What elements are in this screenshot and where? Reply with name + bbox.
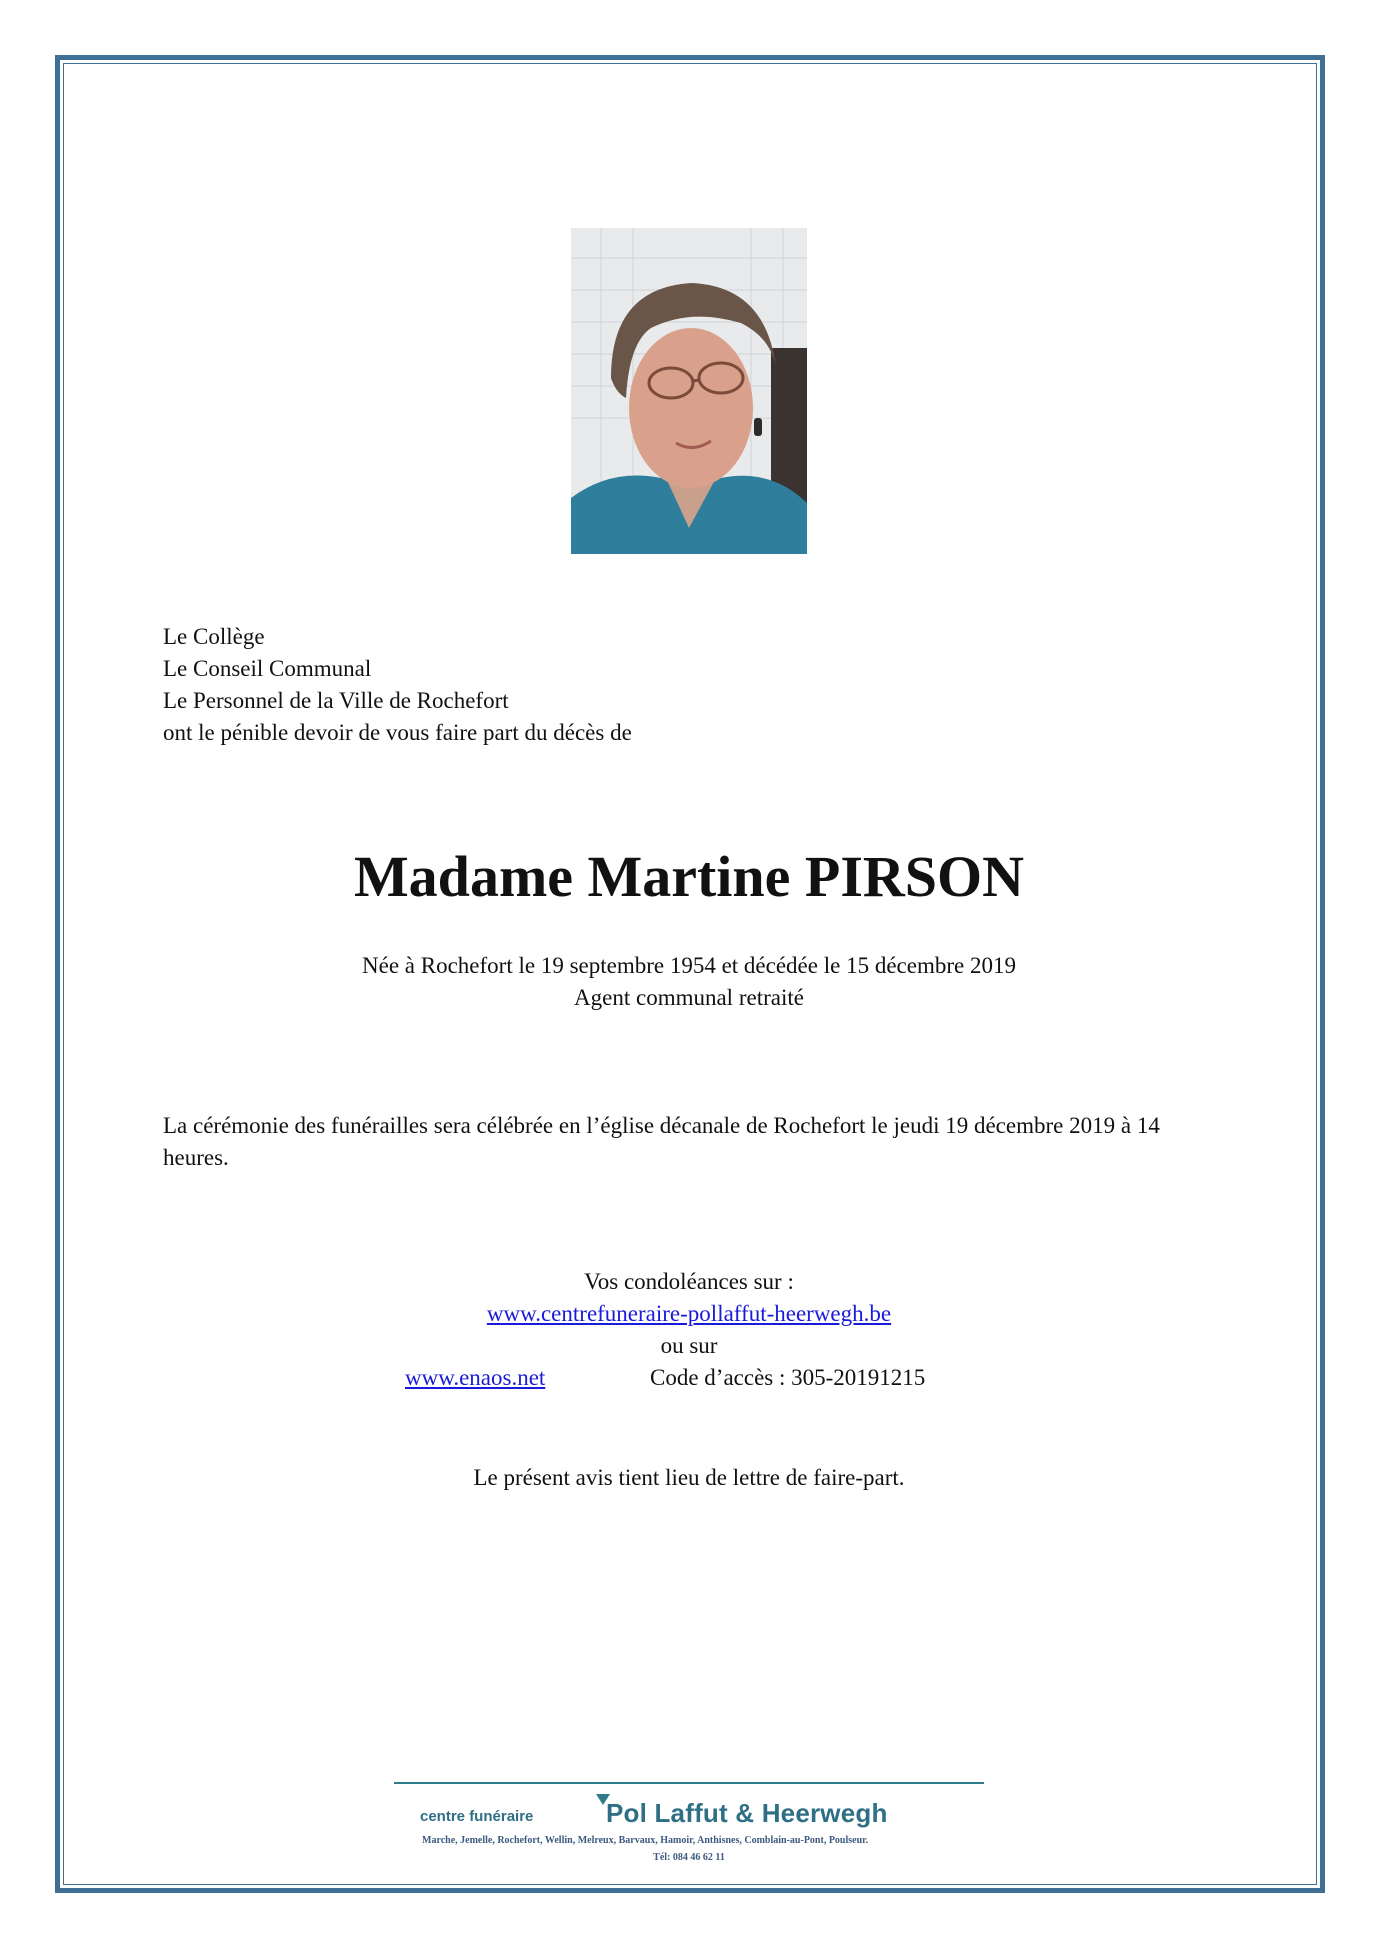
announcer-council: Le Conseil Communal: [163, 656, 372, 681]
announcer-college: Le Collège: [163, 624, 265, 649]
portrait-photo: [571, 228, 807, 554]
logo-phone: Tél: 084 46 62 11: [653, 1852, 725, 1863]
logo-brand: Pol Laffut & Heerwegh: [606, 1798, 888, 1828]
life-dates: Née à Rochefort le 19 septembre 1954 et décédée le 15 décembre 2019: [362, 953, 1016, 978]
condolences-heading: Vos condoléances sur :: [584, 1269, 794, 1294]
or-text: ou sur: [660, 1333, 718, 1358]
occupation: Agent communal retraité: [574, 985, 804, 1010]
announcer-staff: Le Personnel de la Ville de Rochefort: [163, 688, 509, 713]
funeral-home-logo: [394, 1782, 984, 1872]
deceased-name: Madame Martine PIRSON: [353, 844, 1025, 909]
access-code: Code d’accès : 305-20191215: [650, 1365, 926, 1390]
logo-prefix: centre funéraire: [420, 1808, 534, 1825]
logo-rule: [394, 1782, 984, 1784]
notice-text: Le présent avis tient lieu de lettre de faire-part.: [473, 1465, 905, 1490]
ceremony-text: La cérémonie des funérailles sera célébrée en l’église décanale de Rochefort le jeudi 19 décembre 2019 à 14 heures.: [163, 1113, 1160, 1170]
announcers-block: [163, 621, 632, 749]
funeral-home-link[interactable]: www.centrefuneraire-pollaffut-heerwegh.be: [486, 1301, 892, 1326]
condolences-block: [0, 1266, 1378, 1362]
announcement-sentence: ont le pénible devoir de vous faire part du décès de: [163, 720, 632, 745]
enaos-link[interactable]: www.enaos.net: [405, 1365, 546, 1390]
enaos-row: [405, 1362, 545, 1394]
life-dates-block: [0, 950, 1378, 1014]
logo-places: Marche, Jemelle, Rochefort, Wellin, Melreux, Barvaux, Hamoir, Anthisnes, Comblain-au-Pont, Poulseur.: [422, 1835, 869, 1846]
